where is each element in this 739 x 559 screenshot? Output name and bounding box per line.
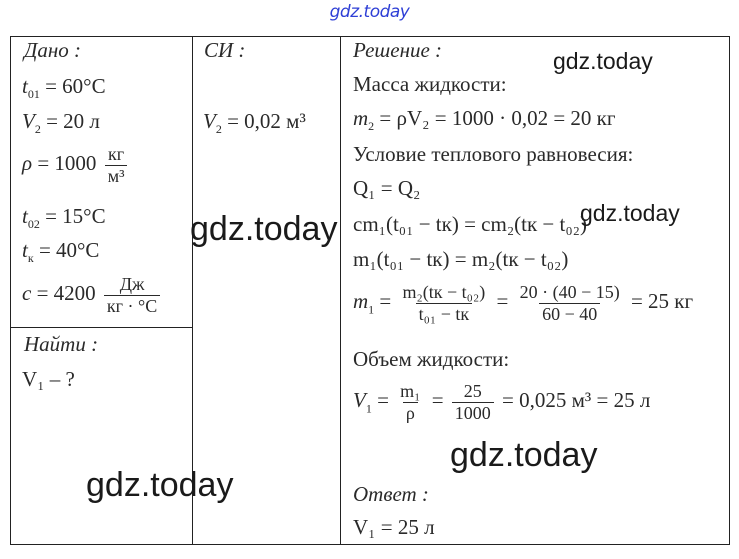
c-unit-den: кг · °С bbox=[104, 295, 160, 316]
heat-equation-2: m₁(t₀₁ − tк) = m₂(tк − t₀₂) bbox=[353, 247, 569, 271]
density-unit-num: кг bbox=[108, 144, 125, 164]
v1-formula: $V_1$ = $\frac{\text{m₁}}{\rho}$ = $\frac{25}{1000}$ = 0,025 м³ = 25 л bbox=[353, 381, 651, 423]
given-c: c = 4200 $\frac{Дж}{кг \cdot ^\circ С}$ bbox=[22, 275, 163, 316]
given-density: ρ = 1000 $\frac{кг}{\text{м³}}$ bbox=[22, 145, 130, 186]
column-divider-right bbox=[340, 37, 341, 544]
solution-title: Решение : bbox=[353, 38, 443, 62]
mass-label: Масса жидкости: bbox=[353, 72, 507, 96]
given-tk: $t_к = 40^\circ C$ bbox=[22, 238, 100, 266]
watermark-text: gdz.today bbox=[553, 48, 653, 74]
si-v2: $V_2 = 0,02$ м³ bbox=[203, 109, 306, 137]
given-t01: $t_{01} = 60^\circ C$ bbox=[22, 74, 106, 102]
c-unit-num: Дж bbox=[119, 274, 145, 294]
watermark-text: gdz.today bbox=[190, 210, 338, 248]
density-unit-den: м³ bbox=[105, 165, 128, 186]
site-header-link[interactable]: gdz.today bbox=[329, 2, 410, 22]
m1-formula: $m_1$ = $\frac{\text{m₂(tк − t₀₂)}}{\text{t₀₁ − tк}}$ = $\frac{20 \cdot (40 - 15)}{60 - 40}$ = 25 кг bbox=[353, 282, 694, 324]
watermark-text: gdz.today bbox=[86, 466, 234, 504]
heat-equation-1: cm₁(t₀₁ − tк) = cm₂(tк − t₀₂) bbox=[353, 212, 587, 236]
find-v1: V₁ – ? bbox=[22, 367, 75, 391]
answer-value: V₁ = 25 л bbox=[353, 515, 435, 539]
answer-title: Ответ : bbox=[353, 482, 429, 506]
given-title: Дано : bbox=[24, 38, 82, 62]
watermark-text: gdz.today bbox=[450, 436, 598, 474]
given-v2: $V_2 = 20$ л bbox=[22, 109, 100, 137]
si-title: СИ : bbox=[204, 38, 246, 62]
balance-label: Условие теплового равновесия: bbox=[353, 142, 634, 166]
given-find-divider bbox=[11, 327, 193, 328]
find-title: Найти : bbox=[24, 332, 99, 356]
mass-equation: $m_2 = \rho V_2 = 1000 \cdot 0,02 = 20$ кг bbox=[353, 106, 616, 134]
watermark-text: gdz.today bbox=[580, 200, 680, 226]
given-t02: $t_{02} = 15^\circ C$ bbox=[22, 204, 106, 232]
heat-equality: Q₁ = Q₂ bbox=[353, 176, 421, 200]
volume-label: Объем жидкости: bbox=[353, 347, 510, 371]
